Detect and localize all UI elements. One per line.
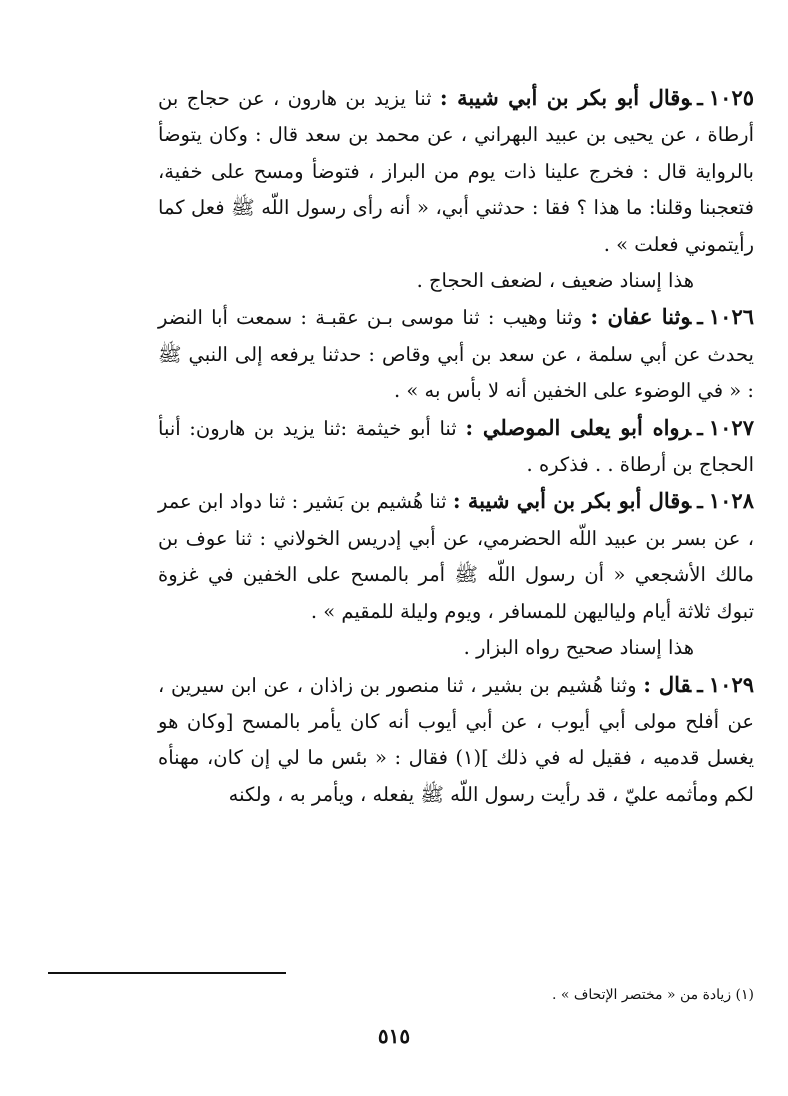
footnote: (١) زيادة من « مختصر الإتحاف » .	[551, 987, 754, 1003]
entry-body: ثنا هُشيم بن بَشير : ثنا دواد ابن عمر ، عن بسر بن عبيد اللّه الحضرمي، عن أبي إدريس الخولاني : ثنا عوف بن مالك الأشجعي « أن رسول اللّه ﷺ أمر بالمسح على الخفين في غزوة تبوك ثلاثة أيام ولياليهن للمسافر ، ويوم وليلة للمقيم » .	[158, 490, 754, 623]
entry-dash: ـ	[697, 490, 703, 514]
entry-body: وثنا هُشيم بن بشير ، ثنا منصور بن زاذان ، عن ابن سيرين ، عن أفلح مولى أبي أيوب ، عن أبي أيوب أنه كان يأمر بالمسح [وكان هو يغسل قدميه ، فقيل له في ذلك ](١) فقال : « بئس ما لي إن كان، مهنأه لكم ومأثمه عليّ ، قد رأيت رسول اللّه ﷺ يفعله ، ويأمر به ، ولكنه	[158, 673, 755, 806]
entry-dash: ـ	[697, 416, 703, 440]
page-number: ٥١٥	[377, 1024, 411, 1048]
entry-1028-note: هذا إسناد صحيح رواه البزار .	[463, 636, 694, 660]
entry-body: وثنا وهيب : ثنا موسى بـن عقبـة : سمعت أبا النضر يحدث عن أبي سلمة ، عن سعد بن أبي وقاص : حدثنا يرفعه إلى النبي ﷺ : « في الوضوء على الخفين أنه لا بأس به » .	[158, 306, 754, 403]
entry-number: ١٠٢٥	[708, 85, 755, 110]
entry-1027	[158, 410, 754, 484]
entry-body: ثنا أبو خيثمة :ثنا يزيد بن هارون: أنبأ الحجاج بن أرطاة . . فذكره .	[158, 416, 754, 477]
entry-1029	[158, 667, 754, 814]
footnote-divider	[48, 972, 286, 974]
entry-1025	[158, 80, 754, 263]
entry-dash: ـ	[697, 673, 703, 697]
entry-heading: رواه أبو يعلى الموصلي :	[465, 414, 692, 440]
entry-heading: وقال أبو بكر بن أبي شيبة :	[452, 488, 692, 514]
entry-heading: وقال أبو بكر بن أبي شيبة :	[439, 85, 692, 110]
entry-dash: ـ	[697, 87, 703, 110]
entry-heading: قال :	[643, 671, 692, 697]
entry-number: ١٠٢٨	[708, 488, 754, 514]
entry-1026	[158, 299, 754, 409]
main-text	[158, 80, 754, 813]
entry-1025-note: هذا إسناد ضعيف ، لضعف الحجاج .	[416, 269, 694, 293]
entry-number: ١٠٢٦	[708, 304, 755, 330]
entry-heading: وثنا عفان :	[590, 304, 692, 330]
entry-number: ١٠٢٩	[708, 671, 755, 697]
entry-body: ثنا يزيد بن هارون ، عن حجاج بن أرطاة ، عن يحيى بن عبيد البهراني ، عن محمد بن سعد قال : وكان يتوضأ بالرواية قال : فخرج علينا ذات يوم من البراز ، فتوضأ ومسح على خفية، فتعجبنا وقلنا: ما هذا ؟ فقا : حدثني أبي، « أنه رأى رسول اللّه ﷺ فعل كما رأيتموني فعلت » .	[158, 87, 754, 256]
entry-1028	[158, 483, 754, 630]
entry-dash: ـ	[697, 306, 703, 330]
entry-number: ١٠٢٧	[708, 414, 754, 440]
